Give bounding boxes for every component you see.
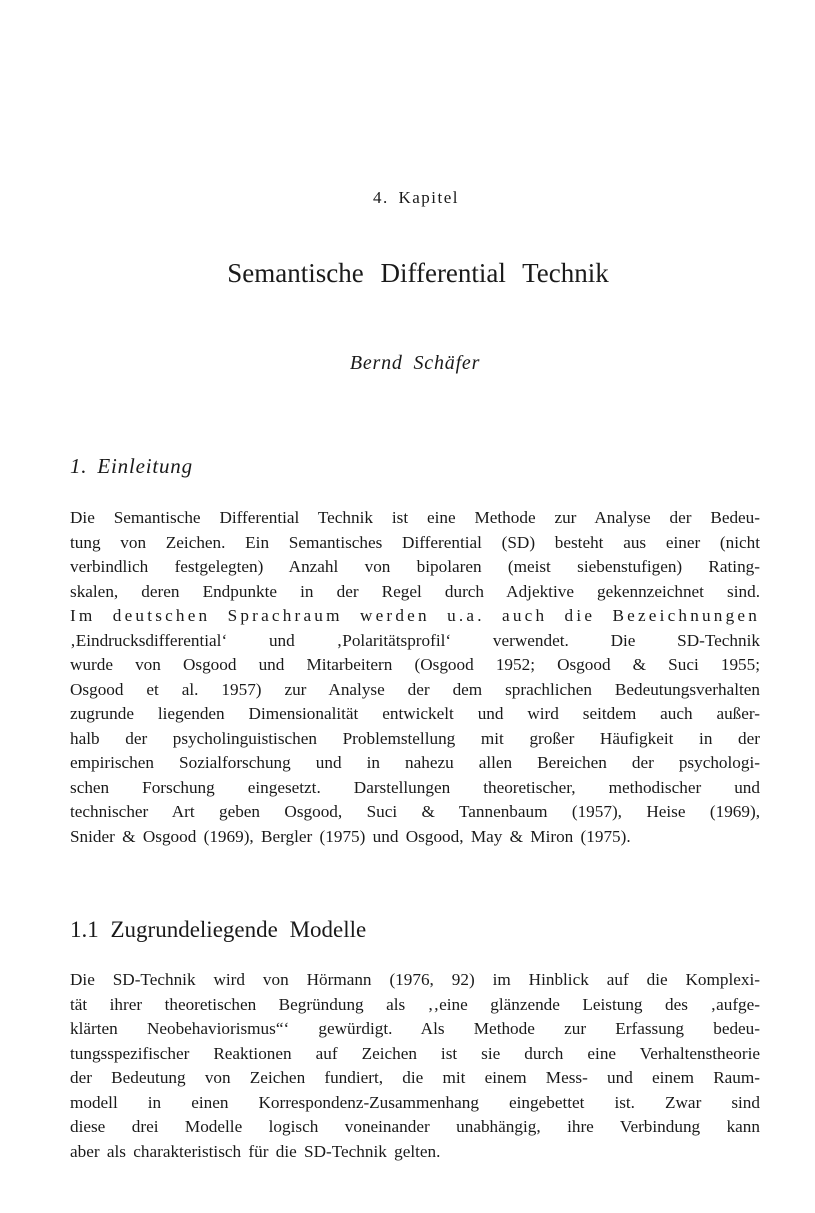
section-heading-zugrundeliegende-modelle: 1.1 Zugrundeliegende Modelle	[70, 917, 367, 942]
paragraph-zugrundeliegende-modelle	[70, 968, 760, 1164]
text-line: ‚Eindrucksdifferential‘ und ‚Polaritätsprofil‘ verwendet. Die SD-Technik	[70, 630, 760, 650]
text-line: der Bedeutung von Zeichen fundiert, die mit einem Mess- und einem Raum-	[70, 1068, 760, 1087]
text-line: wurde von Osgood und Mitarbeitern (Osgood 1952; Osgood & Suci 1955;	[70, 655, 760, 674]
chapter-title: Semantische Differential Technik	[227, 258, 609, 288]
text-line: tungsspezifischer Reaktionen auf Zeichen ist sie durch eine Verhaltenstheorie	[70, 1043, 760, 1063]
chapter-label: 4. Kapitel	[372, 188, 460, 207]
text-line: modell in einen Korrespondenz-Zusammenhang eingebettet ist. Zwar sind	[70, 1092, 760, 1112]
text-line: empirischen Sozialforschung und in nahezu allen Bereichen der psychologi-	[70, 753, 760, 772]
text-line: Die Semantische Differential Technik ist eine Methode zur Analyse der Bedeu-	[70, 508, 760, 527]
text-line: tung von Zeichen. Ein Semantisches Differential (SD) besteht aus einer (nicht	[70, 532, 760, 552]
paragraph-einleitung	[70, 506, 760, 849]
text-line: klärten Neobehaviorismus“‘ gewürdigt. Als Methode zur Erfassung bedeu-	[70, 1019, 760, 1038]
text-line: schen Forschung eingesetzt. Darstellungen theoretischer, methodischer und	[70, 777, 760, 797]
text-line: Snider & Osgood (1969), Bergler (1975) und Osgood, May & Miron (1975).	[70, 826, 631, 846]
text-line: diese drei Modelle logisch voneinander unabhängig, ihre Verbindung kann	[70, 1117, 760, 1136]
text-line: aber als charakteristisch für die SD-Technik gelten.	[70, 1141, 441, 1161]
text-line: Osgood et al. 1957) zur Analyse der dem sprachlichen Bedeutungsverhalten	[70, 679, 760, 699]
text-line: tät ihrer theoretischen Begründung als ‚‚eine glänzende Leistung des ‚aufge-	[70, 994, 760, 1014]
text-line: zugrunde liegenden Dimensionalität entwickelt und wird seitdem auch außer-	[70, 704, 760, 723]
text-line: technischer Art geben Osgood, Suci & Tannenbaum (1957), Heise (1969),	[70, 802, 760, 821]
section-heading-einleitung: 1. Einleitung	[70, 454, 193, 478]
text-line: halb der psycholinguistischen Problemstellung mit großer Häufigkeit in der	[70, 728, 760, 748]
author-name: Bernd Schäfer	[349, 352, 481, 374]
text-line: skalen, deren Endpunkte in der Regel durch Adjektive gekennzeichnet sind.	[70, 581, 760, 601]
text-line: Die SD-Technik wird von Hörmann (1976, 92) im Hinblick auf die Komplexi-	[70, 970, 760, 989]
text-line: verbindlich festgelegten) Anzahl von bipolaren (meist siebenstufigen) Rating-	[70, 557, 760, 576]
text-line: Im deutschen Sprachraum werden u.a. auch die Bezeichnungen	[70, 606, 760, 625]
